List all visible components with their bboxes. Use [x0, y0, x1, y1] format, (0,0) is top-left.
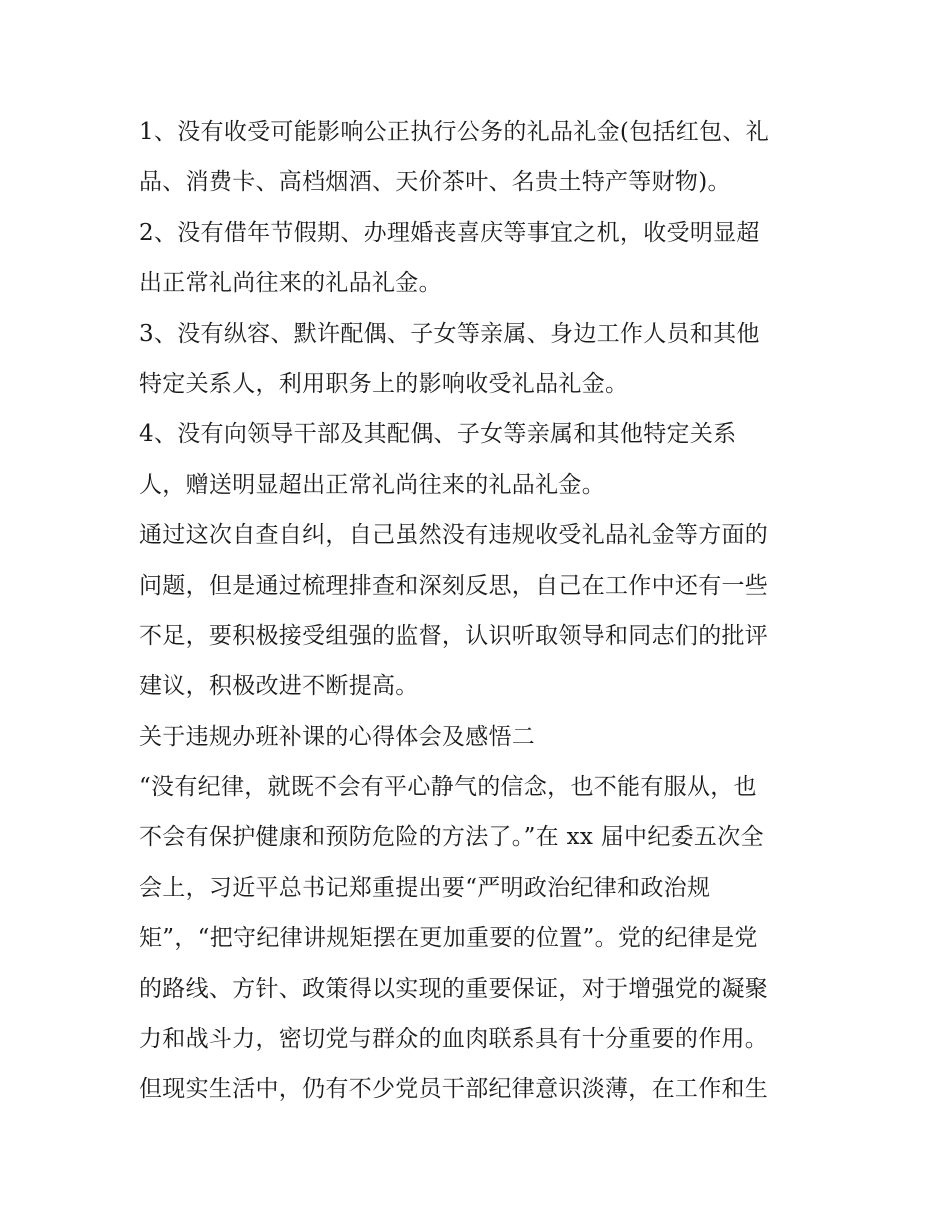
text-line: 3、没有纵容、默许配偶、子女等亲属、身边工作人员和其他 — [139, 320, 760, 347]
text-line: 特定关系人，利用职务上的影响收受礼品礼金。 — [139, 370, 629, 397]
text-line: 1、没有收受可能影响公正执行公务的礼品礼金(包括红包、礼 — [139, 119, 770, 145]
section-heading: 关于违规办班补课的心得体会及感悟二 — [139, 723, 536, 750]
text-line: 建议，积极改进不断提高。 — [139, 673, 419, 700]
text-line: 4、没有向领导干部及其配偶、子女等亲属和其他特定关系 — [139, 421, 737, 448]
text-line: 的路线、方针、政策得以实现的重要保证，对于增强党的凝聚 — [139, 975, 769, 1002]
text-line: 问题，但是通过梳理排查和深刻反思，自己在工作中还有一些 — [139, 572, 769, 599]
text-line: 不足，要积极接受组强的监督，认识听取领导和同志们的批评 — [139, 622, 769, 649]
text-line: 出正常礼尚往来的礼品礼金。 — [139, 270, 442, 297]
text-line: 力和战斗力，密切党与群众的血肉联系具有十分重要的作用。 — [139, 1026, 769, 1053]
text-line: 不会有保护健康和预防危险的方法了。”在 xx 届中纪委五次全 — [139, 824, 764, 851]
text-line: 通过这次自查自纠，自己虽然没有违规收受礼品礼金等方面的 — [139, 522, 769, 549]
text-line: 但现实生活中，仍有不少党员干部纪律意识淡薄，在工作和生 — [139, 1076, 769, 1103]
body-text — [139, 107, 829, 1115]
text-line: 会上，习近平总书记郑重提出要“严明政治纪律和政治规 — [139, 874, 711, 901]
text-line: 人，赠送明显超出正常礼尚往来的礼品礼金。 — [139, 471, 605, 498]
text-line: “没有纪律，就既不会有平心静气的信念，也不能有服从，也 — [139, 774, 757, 801]
text-line: 矩”，“把守纪律讲规矩摆在更加重要的位置”。党的纪律是党 — [139, 925, 758, 952]
text-line: 品、消费卡、高档烟酒、天价茶叶、名贵土特产等财物)。 — [139, 169, 731, 196]
text-line: 2、没有借年节假期、办理婚丧喜庆等事宜之机，收受明显超 — [139, 219, 760, 246]
